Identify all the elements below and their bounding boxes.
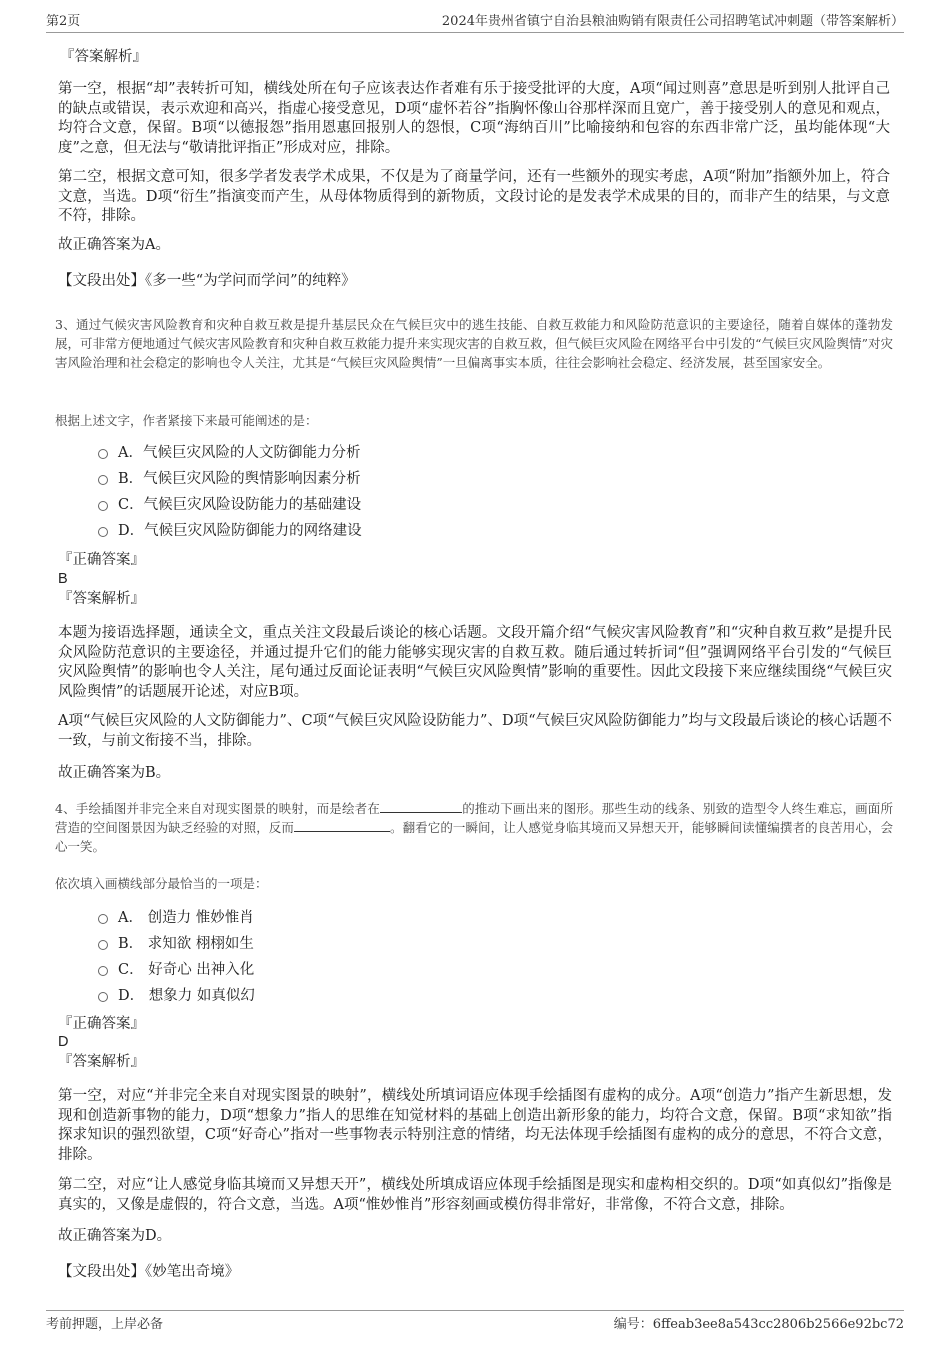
radio-icon[interactable] (98, 501, 108, 511)
q3-stem: 3、通过气候灾害风险教育和灾种自救互救是提升基层民众在气候巨灾中的逃生技能、自救互救能力和风险防范意识的主要途径，随着自媒体的蓬勃发展，可非常方便地通过气候灾害风险教育和灾种自救互救能力提升来实现灾害的自救互救，但气候巨灾风险在网络平台中引发的“气候巨灾风险舆情”对灾害风险治理和社会稳定的影响也令人关注，尤其是“气候巨灾风险舆情”一旦偏离事实本质，往往会影响社会稳定、经济发展，甚至国家安全。 (55, 317, 893, 370)
footer-slogan: 考前押题，上岸必备 (46, 1317, 164, 1332)
radio-icon[interactable] (98, 940, 108, 950)
q4-stem-part1: 4、手绘插图并非完全来自对现实图景的映射，而是绘者在 (55, 801, 381, 816)
q4-analysis-label: 『答案解析』 (58, 1054, 145, 1070)
q3-option-d[interactable] (98, 521, 362, 541)
q4-blank-2 (294, 819, 390, 832)
q3-conclusion: 故正确答案为B。 (58, 765, 171, 781)
q3-option-a[interactable] (98, 443, 360, 463)
q3-option-c[interactable] (98, 495, 361, 515)
option-label: C．气候巨灾风险设防能力的基础建设 (118, 497, 362, 513)
option-label: A． 创造力 惟妙惟肖 (118, 910, 254, 926)
q3-analysis-para2: A项“气候巨灾风险的人文防御能力”、C项“气候巨灾风险设防能力”、D项“气候巨灾风险防御能力”均与文段最后谈论的核心话题不一致，与前文衔接不当，排除。 (58, 713, 892, 749)
q4-question: 依次填入画横线部分最恰当的一项是： (55, 876, 268, 891)
q2-analysis-label: 『答案解析』 (60, 49, 147, 65)
radio-icon[interactable] (98, 527, 108, 537)
q4-correct-label: 『正确答案』 (58, 1016, 145, 1032)
q4-correct-answer: D (58, 1034, 69, 1050)
q4-analysis-para2: 第二空，对应“让人感觉身临其境而又异想天开”，横线处所填成语应体现手绘插图是现实和虚构相交织的。D项“如真似幻”指像是真实的，又像是虚假的，符合文意，当选。A项“惟妙惟肖”形容刻画或模仿得非常好，非常像，不符合文意，排除。 (58, 1177, 892, 1213)
q4-stem-part3: 。翻看它的一瞬间，让人感觉身临其境而又异想天开，能够瞬间读懂编撰者的良苦用心，会心一笑。 (55, 820, 893, 854)
page-number: 第2页 (46, 14, 81, 29)
radio-icon[interactable] (98, 992, 108, 1002)
q4-source: 【文段出处】《妙笔出奇境》 (58, 1264, 240, 1280)
document-title: 2024年贵州省镇宁自治县粮油购销有限责任公司招聘笔试冲刺题（带答案解析） (441, 14, 904, 29)
q3-analysis-para1: 本题为接语选择题，通读全文，重点关注文段最后谈论的核心话题。文段开篇介绍“气候灾害风险教育”和“灾种自救互救”是提升民众风险防范意识的主要途径，并通过提升它们的能力能够实现灾害的自救互救。随后通过转折词“但”强调网络平台引发的“气候巨灾风险舆情”的影响也令人关注，尾句通过反面论证表明“气候巨灾风险舆情”影响的重要性。因此文段接下来应继续围绕“气候巨灾风险舆情”的话题展开论述，对应B项。 (58, 625, 892, 700)
q4-conclusion: 故正确答案为D。 (58, 1228, 172, 1244)
radio-icon[interactable] (98, 966, 108, 976)
q4-option-a[interactable] (98, 908, 254, 928)
q4-blank-1 (380, 800, 462, 813)
radio-icon[interactable] (98, 914, 108, 924)
option-label: D． 想象力 如真似幻 (118, 988, 255, 1004)
q2-conclusion: 故正确答案为A。 (58, 237, 170, 253)
page-header (46, 12, 904, 33)
option-label: D．气候巨灾风险防御能力的网络建设 (118, 523, 362, 539)
q4-stem-part2: 的推动下画出来的图形。那些生动的线条、别致的造型令人终生难忘，画面所营造的空间图景因为缺乏经验的对照，反而 (55, 801, 893, 835)
q2-source: 【文段出处】《多一些“为学问而学问”的纯粹》 (58, 273, 356, 289)
option-label: B．气候巨灾风险的舆情影响因素分析 (118, 471, 361, 487)
q3-question: 根据上述文字，作者紧接下来最可能阐述的是： (55, 413, 318, 428)
q2-analysis-para2: 第二空，根据文意可知，很多学者发表学术成果，不仅是为了商量学问，还有一些额外的现实考虑，A项“附加”指额外加上，符合文意，当选。D项“衍生”指演变而产生，从母体物质得到的新物质，文段讨论的是发表学术成果的目的，而非产生的结果，与文意不符，排除。 (58, 169, 890, 224)
q2-analysis-para1: 第一空，根据“却”表转折可知，横线处所在句子应该表达作者难有乐于接受批评的大度，A项“闻过则喜”意思是听到别人批评自己的缺点或错误，表示欢迎和高兴，指虚心接受意见，D项“虚怀若谷”指胸怀像山谷那样深而且宽广，善于接受别人的意见和观点，均符合文意，保留。B项“以德报怨”指用恩惠回报别人的怨恨，C项“海纳百川”比喻接纳和包容的东西非常广泛，虽均能体现“大度”之意，但无法与“敬请批评指正”形成对应，排除。 (58, 81, 890, 156)
radio-icon[interactable] (98, 475, 108, 485)
radio-icon[interactable] (98, 449, 108, 459)
q4-option-b[interactable] (98, 934, 254, 954)
q3-correct-label: 『正确答案』 (58, 552, 145, 568)
option-label: C． 好奇心 出神入化 (118, 962, 255, 978)
q3-correct-answer: B (58, 571, 68, 587)
q4-option-d[interactable] (98, 986, 255, 1006)
q4-stem (55, 799, 893, 856)
q3-option-b[interactable] (98, 469, 361, 489)
footer-doc-id: 编号：6ffeab3ee8a543cc2806b2566e92bc72 (613, 1317, 904, 1332)
option-label: A．气候巨灾风险的人文防御能力分析 (118, 445, 361, 461)
q4-analysis-para1: 第一空，对应“并非完全来自对现实图景的映射”，横线处所填词语应体现手绘插图有虚构的成分。A项“创造力”指产生新思想，发现和创造新事物的能力，D项“想象力”指人的思维在知觉材料的基础上创造出新形象的能力，均符合文意，保留。B项“求知欲”指探求知识的强烈欲望，C项“好奇心”指对一些事物表示特别注意的情绪，均无法体现手绘插图有虚构的成分的意思，不符合文意，排除。 (58, 1088, 892, 1163)
page-footer (46, 1310, 904, 1335)
q3-analysis-label: 『答案解析』 (58, 591, 145, 607)
option-label: B． 求知欲 栩栩如生 (118, 936, 254, 952)
q4-option-c[interactable] (98, 960, 254, 980)
